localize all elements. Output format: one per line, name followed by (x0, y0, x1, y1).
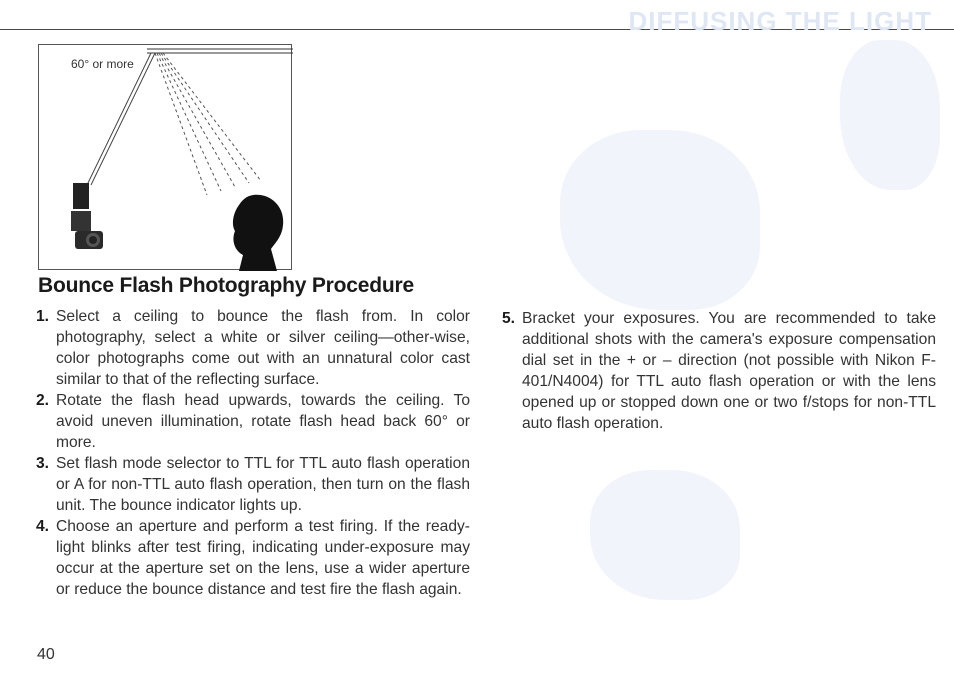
step-text: Set flash mode selector to TTL for TTL auto flash operation or A for non-TTL auto flash operation, then turn on the flash unit. The bounce indicator lights up. (56, 455, 470, 514)
step-number: 5. (502, 310, 516, 327)
flash-direction-line (87, 53, 151, 185)
procedure-steps-right (502, 308, 936, 434)
flash-direction-line (91, 53, 155, 185)
bounce-ray (163, 53, 261, 181)
show-through-image (840, 40, 940, 190)
step-text: Rotate the flash head upwards, towards the ceiling. To avoid uneven illumination, rotate flash head back 60° or more. (56, 392, 470, 451)
show-through-image (590, 470, 740, 600)
step-number: 1. (36, 308, 50, 325)
step-text: Bracket your exposures. You are recommended to take additional shots with the camera's exposure compensation dial set in the + or – direction (not possible with Nikon F-401/N4004) for TTL auto flash operation or with the lens opened up or stopped down one or two f/stops for non-TTL auto flash operation. (522, 310, 936, 432)
step-text: Choose an aperture and perform a test firing. If the ready-light blinks after test firing, indicating under-exposure may occur at the aperture set on the lens, use a wider aperture or reduce the bounce distance and test fire the flash again. (56, 518, 470, 598)
list-item (502, 308, 936, 434)
list-item (36, 453, 470, 516)
page-number: 40 (37, 646, 55, 663)
camera-flash-icon (71, 183, 103, 249)
step-number: 4. (36, 518, 50, 535)
step-number: 3. (36, 455, 50, 472)
show-through-heading: DIFFUSING THE LIGHT (628, 6, 932, 36)
bounce-ray (157, 53, 221, 191)
step-text: Select a ceiling to bounce the flash from. In color photography, select a white or silver ceiling—other-wise, color photographs come out with an unnatural color cast similar to that of the reflecting surface. (56, 308, 470, 388)
step-number: 2. (36, 392, 50, 409)
angle-label: 60° or more (71, 57, 134, 71)
bounce-ray (155, 53, 207, 195)
list-item (36, 390, 470, 453)
show-through-image (560, 130, 760, 310)
list-item (36, 306, 470, 390)
bounce-ray (161, 53, 249, 183)
person-silhouette-icon (233, 195, 283, 271)
procedure-steps-left (36, 306, 470, 600)
section-title: Bounce Flash Photography Procedure (38, 274, 414, 297)
list-item (36, 516, 470, 600)
bounce-illustration (39, 45, 293, 271)
bounce-flash-diagram (38, 44, 292, 270)
